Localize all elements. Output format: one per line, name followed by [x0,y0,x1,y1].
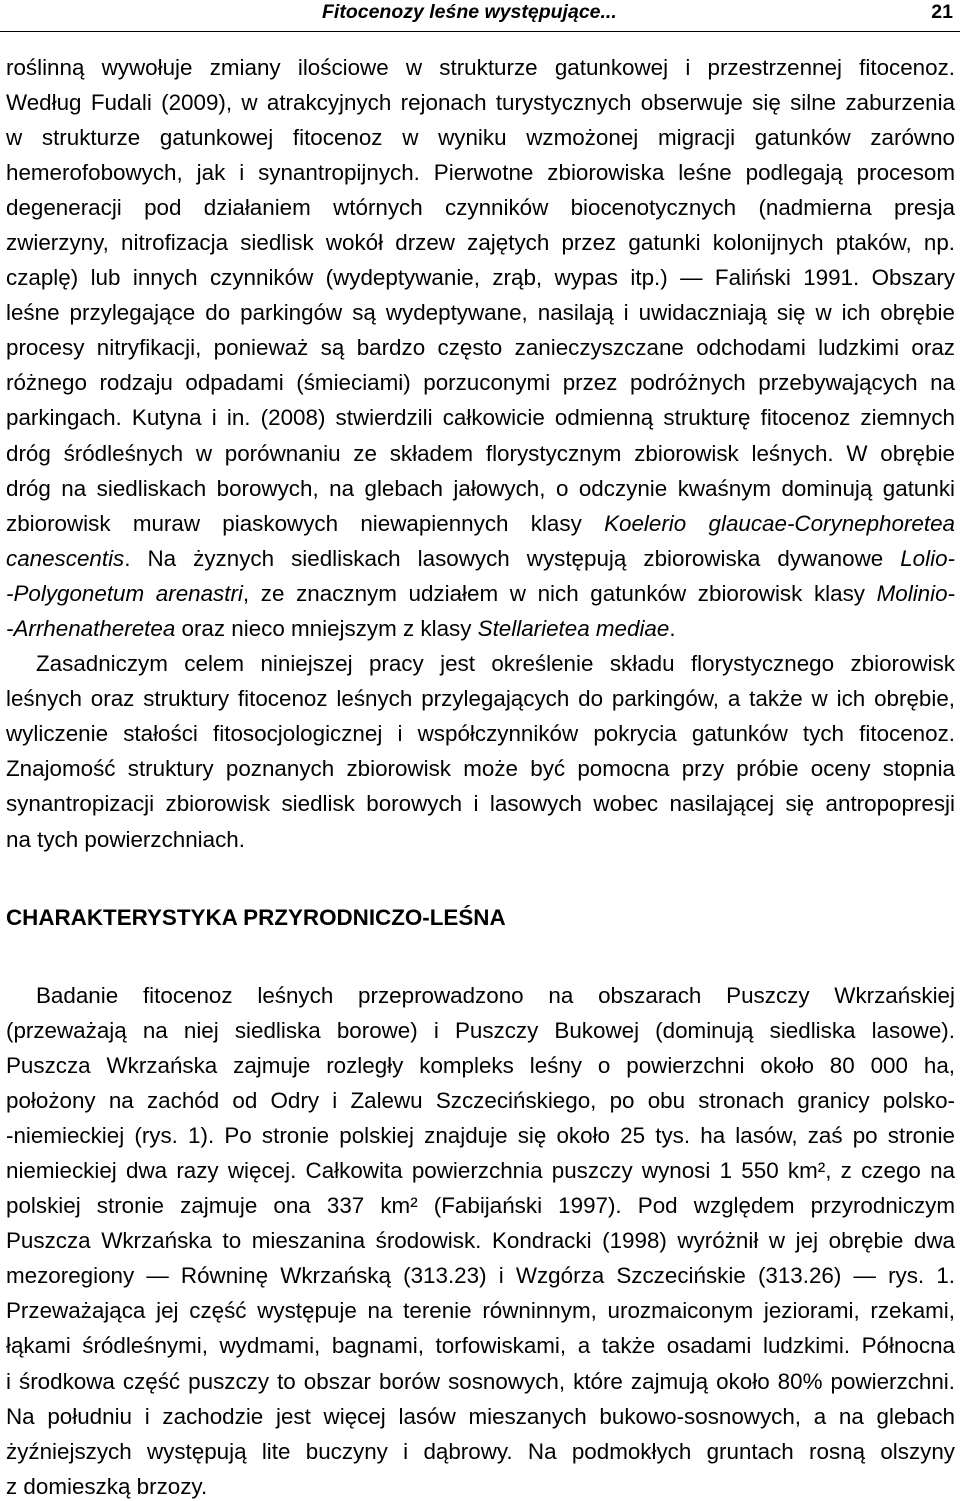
text-line [6,195,955,220]
text-line [6,1333,955,1358]
text-line [6,1263,955,1288]
text-line [6,160,955,185]
text-run: dróg śródleśnych w porównaniu ze składem florystycznym zbiorowisk leśnych. W obrębie [6,440,955,466]
text-line [6,721,955,746]
text-line [6,1088,955,1113]
text-run: -niemieckiej (rys. 1). Po stronie polskiej znajduje się około 25 tys. ha lasów, zaś po stronie [6,1122,955,1148]
text-line [6,1193,955,1218]
text-run: degeneracji pod działaniem wtórnych czynników biocenotycznych (nadmierna presja [6,194,955,220]
text-run: zwierzyny, nitrofizacja siedlisk wokół drzew zajętych przez gatunki kolonijnych ptaków, np. [6,229,955,255]
paragraph [6,55,955,642]
header-rule [0,31,960,32]
text-line [6,1053,955,1078]
italic-term: -Arrhenatheretea [6,616,176,641]
text-run: dróg na siedliskach borowych, na glebach jałowych, o odczynie kwaśnym dominują gatunki [6,475,955,501]
text-run: i środkowa część puszczy to obszar borów sosnowych, które zajmują około 80% powierzchni. [6,1368,955,1394]
text-line [6,756,955,781]
text-run: Według Fudali (2009), w atrakcyjnych rejonach turystycznych obserwuje się silne zaburzenia [6,89,955,115]
text-run: żyźniejszych występują lite buczyny i dąbrowy. Na podmokłych gruntach rosną olszyny [6,1438,955,1464]
text-line [6,1369,955,1394]
text-run: z domieszką brzozy. [6,1473,208,1499]
text-run: Zasadniczym celem niniejszej pracy jest określenie składu florystycznego zbiorowisk [36,651,955,677]
text-run: hemerofobowych, jak i synantropijnych. Pierwotne zbiorowiska leśne podlegają procesom [6,159,955,185]
text-line [6,1018,955,1043]
text-line [6,90,955,115]
text-run: Znajomość struktury poznanych zbiorowisk może być pomocna przy próbie oceny stopnia [6,756,955,782]
text-line [6,405,955,430]
text-line [6,300,955,325]
text-run: położony na zachód od Odry i Zalewu Szczecińskiego, po obu stronach granicy polsko- [6,1087,955,1113]
text-run: Puszcza Wkrzańska zajmuje rozległy kompleks leśny o powierzchni około 80 000 ha, [6,1052,955,1078]
text-line [6,581,955,606]
text-line [6,1404,955,1429]
text-line [6,791,955,816]
text-line [6,125,955,150]
italic-term: -Polygonetum arenastri [6,580,243,606]
text-line [6,1298,955,1323]
text-run: różnego rodzaju odpadami (śmieciami) porzuconymi przez podróżnych przebywających na [6,370,955,396]
text-run: leśne przylegające do parkingów są wydeptywane, nasilają i uwidaczniają się w ich obrębie [6,300,955,326]
text-line [6,335,955,360]
text-line [6,827,955,852]
text-line [6,265,955,290]
text-run: Przeważająca jej część występuje na terenie równinnym, urozmaiconym jeziorami, rzekami, [6,1298,955,1324]
text-run: oraz nieco mniejszym z klasy [175,616,478,641]
text-run: roślinną wywołuje zmiany ilościowe w strukturze gatunkowej i przestrzennej fitocenoz. [6,54,955,80]
text-run: czaplę) lub innych czynników (wydeptywanie, zrąb, wypas itp.) — Faliński 1991. Obszary [6,265,955,291]
text-line [6,476,955,501]
text-run: wyliczenie stałości fitosocjologicznej i współczynników pokrycia gatunków tych fitocenoz. [6,721,955,747]
italic-term: Molinio- [876,580,955,606]
text-run: (przeważają na niej siedliska borowe) i Puszczy Bukowej (dominują siedliska lasowe). [6,1017,955,1043]
text-run: na tych powierzchniach. [6,826,245,852]
page-number: 21 [931,1,953,23]
text-run: procesy nitryfikacji, ponieważ są bardzo często zanieczyszczane odchodami ludzkimi oraz [6,335,955,361]
text-line [6,1158,955,1183]
text-run: . Na żyznych siedliskach lasowych występują zbiorowiska dywanowe [124,545,901,571]
italic-term: Koelerio glaucae-Corynephoretea [604,510,955,536]
section-heading: CHARAKTERYSTYKA PRZYRODNICZO-LEŚNA [6,905,506,930]
text-run: parkingach. Kutyna i in. (2008) stwierdzili całkowicie odmienną strukturę fitocenoz ziemnych [6,405,955,431]
text-run: , ze znacznym udziałem w nich gatunków zbiorowisk klasy [242,580,877,606]
text-run: w strukturze gatunkowej fitocenoz w wyniku wzmożonej migracji gatunków zarówno [6,124,955,150]
text-run: . [669,616,676,641]
text-line [6,511,955,536]
text-run: polskiej stronie zajmuje ona 337 km² (Fabijański 1997). Pod względem przyrodniczym [6,1193,955,1219]
text-line [6,370,955,395]
text-line [6,1228,955,1253]
text-run: synantropizacji zbiorowisk siedlisk borowych i lasowych wobec nasilającej się antropopresji [6,791,955,817]
running-header-title: Fitocenozy leśne występujące... [322,1,617,23]
text-run: Puszcza Wkrzańska to mieszanina środowisk. Kondracki (1998) wyróżnił w jej obrębie dwa [6,1228,955,1254]
italic-term: Lolio- [900,545,955,571]
text-run: zbiorowisk muraw piaskowych niewapiennych klasy [6,510,605,536]
text-run: łąkami śródleśnymi, wydmami, bagnami, torfowiskami, a także osadami ludzkimi. Północna [6,1333,955,1359]
italic-term: canescentis [6,545,125,571]
text-run: niemieckiej dwa razy więcej. Całkowita powierzchnia puszczy wynosi 1 550 km², z czego na [6,1157,955,1183]
text-run: Badanie fitocenoz leśnych przeprowadzono na obszarach Puszczy Wkrzańskiej [36,982,955,1008]
text-line [6,546,955,571]
text-line [6,651,955,676]
text-run: Na południu i zachodzie jest więcej lasów mieszanych bukowo-sosnowych, a na glebach [6,1403,955,1429]
text-line [6,1474,955,1499]
text-line [6,616,955,641]
text-line [6,55,955,80]
text-run: mezoregiony — Równinę Wkrzańską (313.23) i Wzgórza Szczecińskie (313.26) — rys. 1. [6,1263,955,1289]
paragraph [6,983,955,1499]
paragraph [6,651,955,851]
text-line [6,1123,955,1148]
section-body-text [6,983,955,1499]
text-line [6,230,955,255]
text-line [6,983,955,1008]
italic-term: Stellarietea mediae [477,616,670,641]
text-line [6,686,955,711]
text-line [6,1439,955,1464]
body-text [6,55,955,852]
text-line [6,441,955,466]
text-run: leśnych oraz struktury fitocenoz leśnych przylegających do parkingów, a także w ich obrębie, [6,686,955,712]
